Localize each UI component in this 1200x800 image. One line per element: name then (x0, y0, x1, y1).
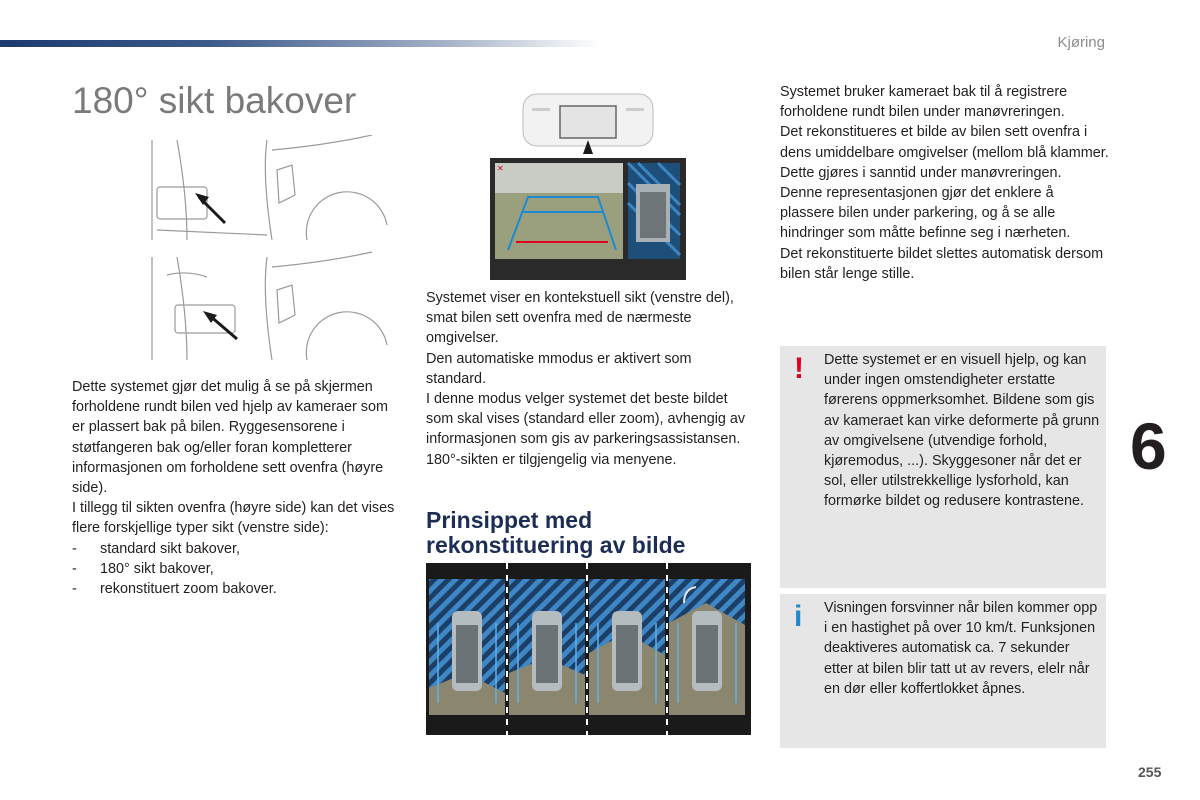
column-middle (426, 288, 751, 470)
camera-display-illustration (488, 92, 688, 281)
van-rear-illustration (147, 135, 397, 363)
paragraph: Det rekonstitueres et bilde av bilen sett ovenfra i dens umiddelbare omgivelser (mellom blå klammer. Dette gjøres i sanntid under manøvreringen. (780, 124, 1109, 181)
paragraph: 180°-sikten er tilgjengelig via menyene. (426, 451, 677, 468)
paragraph: Systemet bruker kameraet bak til å registrere forholdene rundt bilen under manøvreringen. (780, 84, 1068, 121)
info-icon: i (794, 600, 803, 633)
list-item: - 180° sikt bakover, (72, 559, 397, 579)
paragraph: I denne modus velger systemet det beste bildet som skal vises (standard eller zoom), avhengig av informasjonen som gis av parkeringsassistansen. (426, 391, 746, 448)
warning-icon: ! (794, 352, 804, 385)
section-label: Kjøring (1057, 34, 1105, 51)
header-color-bar (0, 40, 600, 47)
page-number: 255 (1138, 764, 1162, 780)
paragraph: Dette systemet gjør det mulig å se på skjermen forholdene rundt bilen ved hjelp av kameraer som er plassert bak på bilen. Ryggesensorene i støtfangeren bak og/eller foran kompletterer informasjonen om forholdene sett ovenfra (høyre side). (72, 379, 388, 497)
page-title: 180° sikt bakover (72, 80, 357, 121)
paragraph: Den automatiske mmodus er aktivert som standard. (426, 350, 692, 387)
info-text: Visningen forsvinner når bilen kommer opp i en hastighet på over 10 km/t. Funksjonen deaktiveres automatisk ca. 7 sekunder etter at bilen blir tatt ut av revers, elelr når en dør eller koffertlokket åpnes. (824, 600, 1098, 697)
list-item: - standard sikt bakover, (72, 539, 397, 559)
paragraph: Denne representasjonen gjør det enklere å plassere bilen under parkering, og å se alle hindringer som måtte befinne seg i nærheten. (780, 185, 1071, 242)
svg-text:✕: ✕ (497, 164, 504, 173)
view-types-list (72, 539, 397, 600)
column-right (780, 82, 1110, 284)
warning-box (780, 346, 1106, 588)
column-left (72, 377, 397, 599)
paragraph: Systemet viser en kontekstuell sikt (venstre del), smat bilen sett ovenfra med de nærmeste omgivelser. (426, 290, 734, 347)
warning-text: Dette systemet er en visuell hjelp, og kan under ingen omstendigheter erstatte førerens oppmerksomhet. Bildene som gis av kameraet kan virke deformerte på grunn av omgivelsene (utvendige forhold, kjøremodus, ...). Skyggesoner når det er sol, eller utilstrekkellige lysforhold, kan formørke bildet og redusere kontrastene. (824, 352, 1100, 510)
chapter-number: 6 (1130, 409, 1167, 483)
section-subheading: Prinsippet med rekonstituering av bilde (426, 507, 686, 558)
paragraph: I tillegg til sikten ovenfra (høyre side) kan det vises flere forskjellige typer sikt (venstre side): (72, 500, 395, 537)
list-item: - rekonstituert zoom bakover. (72, 579, 397, 599)
paragraph: Det rekonstituerte bildet slettes automatisk dersom bilen står lenge stille. (780, 245, 1104, 282)
reconstitution-sequence-illustration (426, 563, 751, 735)
info-box (780, 594, 1106, 748)
